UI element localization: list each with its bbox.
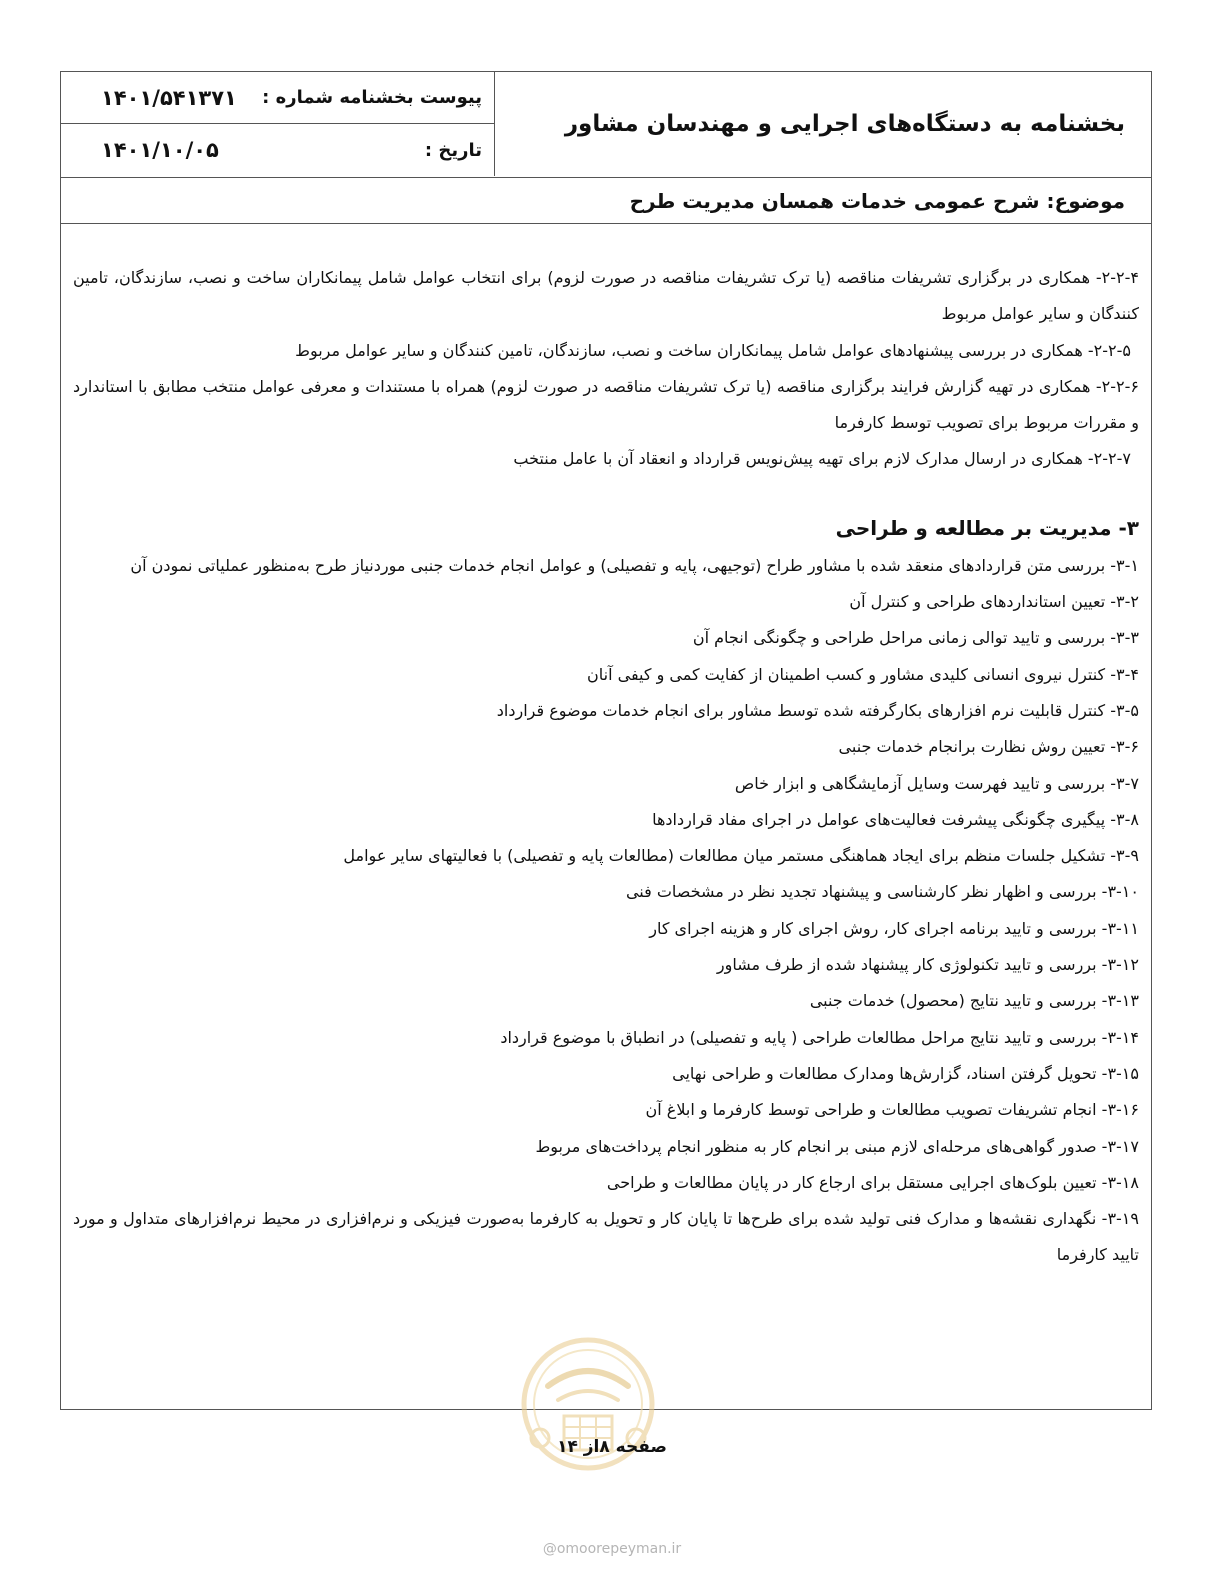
subject-line: موضوع: شرح عمومی خدمات همسان مدیریت طرح — [61, 178, 1151, 224]
document-body — [73, 260, 1139, 1274]
list-item-3-2: ۳-۲- تعیین استانداردهای طراحی و کنترل آن — [849, 592, 1139, 612]
list-item-3-11: ۳-۱۱- بررسی و تایید برنامه اجرای کار، روش اجرای کار و هزینه اجرای کار — [649, 918, 1139, 938]
list-item-3-3: ۳-۳- بررسی و تایید توالی زمانی مراحل طراحی و چگونگی انجام آن — [692, 628, 1139, 648]
list-item-3-8: ۳-۸- پیگیری چگونگی پیشرفت فعالیت‌های عوامل در اجرای مفاد قراردادها — [652, 809, 1139, 829]
circular-meta — [61, 72, 495, 176]
document-frame — [60, 71, 1152, 1410]
list-item-3-7: ۳-۷- بررسی و تایید فهرست وسایل آزمایشگاهی و ابزار خاص — [734, 773, 1139, 793]
list-item-3-15: ۳-۱۵- تحویل گرفتن اسناد، گزارش‌ها ومدارک مطالعات و طراحی نهایی — [672, 1063, 1139, 1083]
paragraph-2-2-4: ۲-۲-۴- همکاری در برگزاری تشریفات مناقصه (یا ترک تشریفات مناقصه در صورت لزوم) برای انتخاب عوامل شامل پیمانکاران ساخت و نصب، سازندگان، تامین کنندگان و سایر عوامل مربوط — [73, 268, 1139, 324]
list-item-3-5: ۳-۵- کنترل قابلیت نرم افزارهای بکارگرفته شده توسط مشاور برای انجام خدمات موضوع قرارداد — [496, 700, 1139, 720]
circular-date-value: ۱۴۰۱/۱۰/۰۵ — [101, 138, 219, 162]
circular-date-label: تاریخ : — [424, 139, 482, 161]
section-3-title: ۳- مدیریت بر مطالعه و طراحی — [835, 515, 1139, 540]
list-item-3-16: ۳-۱۶- انجام تشریفات تصویب مطالعات و طراحی توسط کارفرما و ابلاغ آن — [645, 1100, 1139, 1120]
watermark-text: @omoorepeyman.ir — [542, 1541, 682, 1557]
list-item-3-18: ۳-۱۸- تعیین بلوک‌های اجرایی مستقل برای ارجاع کار در پایان مطالعات و طراحی — [606, 1172, 1139, 1192]
list-item-3-9: ۳-۹- تشکیل جلسات منظم برای ایجاد هماهنگی مستمر میان مطالعات (مطالعات پایه و تفصیلی) با فعالیتهای سایر عوامل — [343, 846, 1139, 866]
list-item-3-12: ۳-۱۲- بررسی و تایید تکنولوژی کار پیشنهاد شده از طرف مشاور — [716, 955, 1139, 975]
circular-number-row — [61, 72, 494, 124]
paragraph-2-2-7: ۲-۲-۷- همکاری در ارسال مدارک لازم برای تهیه پیش‌نویس قرارداد و انعقاد آن با عامل منتخب — [513, 449, 1131, 469]
paragraph-2-2-5: ۲-۲-۵- همکاری در بررسی پیشنهادهای عوامل شامل پیمانکاران ساخت و نصب، سازندگان، تامین کنندگان و سایر عوامل مربوط — [295, 340, 1131, 360]
list-item-3-6: ۳-۶- تعیین روش نظارت برانجام خدمات جنبی — [838, 737, 1139, 757]
page-number: صفحه ۸از ۱۴ — [557, 1437, 667, 1457]
circular-number-value: ۱۴۰۱/۵۴۱۳۷۱ — [101, 85, 237, 110]
circular-date-row — [61, 124, 494, 176]
circular-number-label: پیوست بخشنامه شماره : — [262, 87, 482, 108]
list-item-3-19: ۳-۱۹- نگهداری نقشه‌ها و مدارک فنی تولید شده برای طرح‌ها تا پایان کار و تحویل به کارفرما به‌صورت فیزیکی و نرم‌افزاری در محیط نرم‌افزارهای متداول و مورد تایید کارفرما — [73, 1209, 1139, 1265]
document-header — [61, 72, 1151, 178]
list-item-3-4: ۳-۴- کنترل نیروی انسانی کلیدی مشاور و کسب اطمینان از کفایت کمی و کیفی آنان — [587, 664, 1139, 684]
paragraph-2-2-6: ۲-۲-۶- همکاری در تهیه گزارش فرایند برگزاری مناقصه (یا ترک تشریفات مناقصه در صورت لزوم) همراه با مستندات و معرفی عوامل منتخب مطابق با استاندارد و مقررات مربوط برای تصویب توسط کارفرما — [73, 376, 1139, 433]
list-item-3-17: ۳-۱۷- صدور گواهی‌های مرحله‌ای لازم مبنی بر انجام کار به منظور انجام پرداخت‌های مربوط — [535, 1136, 1139, 1156]
circular-title: بخشنامه به دستگاه‌های اجرایی و مهندسان مشاور — [564, 111, 1125, 137]
list-item-3-13: ۳-۱۳- بررسی و تایید نتایج (محصول) خدمات جنبی — [809, 991, 1139, 1011]
list-item-3-10: ۳-۱۰- بررسی و اظهار نظر کارشناسی و پیشنهاد تجدید نظر در مشخصات فنی — [625, 882, 1139, 902]
list-item-3-14: ۳-۱۴- بررسی و تایید نتایج مراحل مطالعات طراحی ( پایه و تفصیلی) در انطباق با موضوع قرارداد — [500, 1027, 1139, 1047]
list-item-3-1: ۳-۱- بررسی متن قراردادهای منعقد شده با مشاور طراح (توجیهی، پایه و تفصیلی) و عوامل انجام خدمات جنبی موردنیاز طرح به‌منظور عملیاتی نمودن آن — [130, 555, 1139, 575]
